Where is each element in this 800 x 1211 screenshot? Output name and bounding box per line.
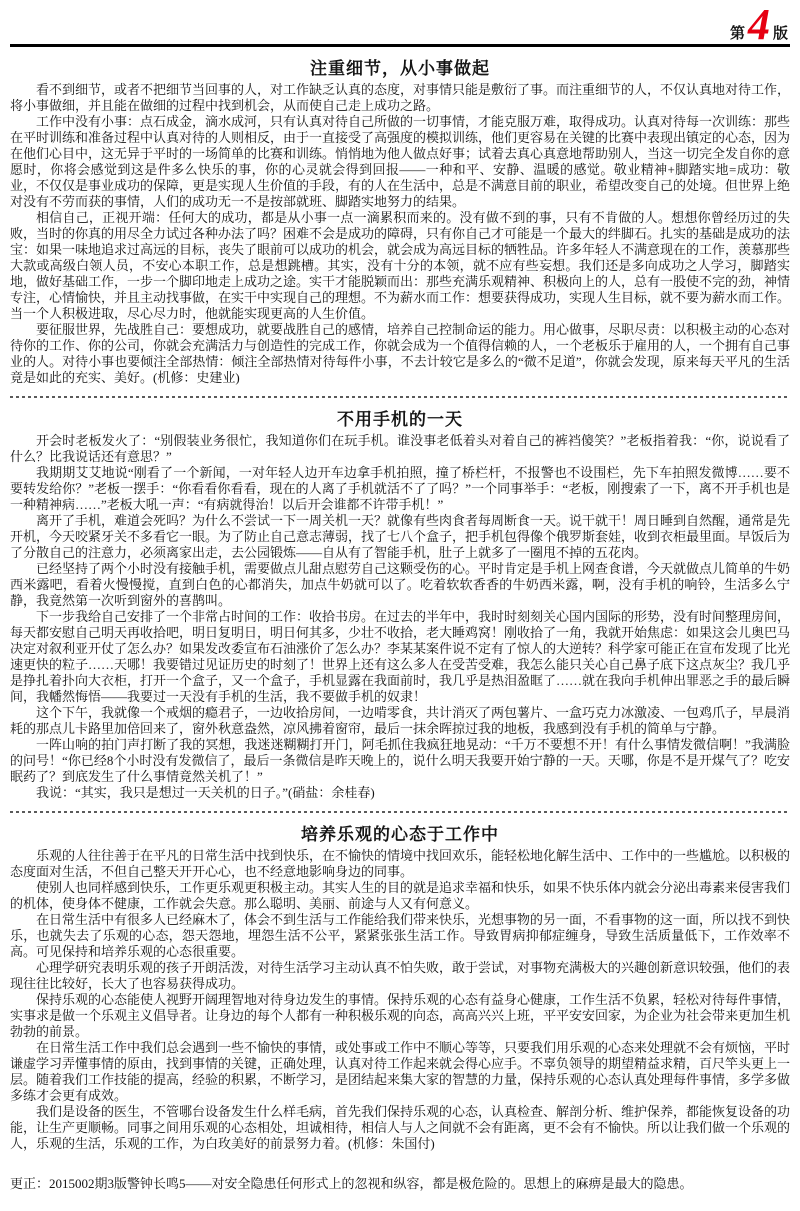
article-2-paragraph: 我说：“其实，我只是想过一天关机的日子。”(硝盐：余桂春) — [36, 785, 375, 800]
article-1-paragraph: 要征服世界，先战胜自己：要想成功，就要战胜自己的感情，培养自己控制命运的能力。用心做事，尽职尽责：以积极主动的心态对待你的工作、你的公司，你就会充满活力与创造性的完成工作，你就会成为一个值得信赖的人，一个老板乐于雇用的人，一个拥有自己事业的人。对待小事也要倾注全部热情：倾注全部热情对待每件小事，不去计较它是多么的“微不足道”，你就会发现，原来每天平凡的生活竟是如此的充实、美好。(机修：史建业) — [10, 322, 791, 385]
article-3-paragraph: 心理学研究表明乐观的孩子开朗活泼，对待生活学习主动认真不怕失败，敢于尝试，对事物充满极大的兴趣创新意识较强，他们的表现往往比较好，长大了也容易获得成功。 — [10, 960, 791, 991]
correction-note: 更正：2015002期3版警钟长鸣5——对安全隐患任何形式上的忽视和纵容，都是极危险的。思想上的麻痹是最大的隐患。 — [10, 1176, 693, 1191]
article-divider — [10, 396, 790, 398]
article-3-paragraph: 使别人也同样感到快乐，工作更乐观更积极主动。其实人生的目的就是追求幸福和快乐，如果不快乐体内就会分泌出毒素来侵害我们的机体，使身体不健康，工作就会失意。那么聪明、美丽、前途与人又有何意义。 — [10, 880, 791, 911]
article-day-without-phone — [10, 405, 790, 801]
article-2-paragraph: 已经坚持了两个小时没有接触手机，需要做点儿甜点慰劳自己这颗受伤的心。平时肯定是手机上网查食谱，今天就做点儿简单的牛奶西米露吧，看着火慢慢搅，直到白色的心都消失，加点牛奶就可以了。吃着软软香香的牛奶西米露，啊，没有手机的响铃，生活多么宁静，我竟然第一次听到窗外的喜鹊叫。 — [10, 561, 791, 608]
article-2-paragraph: 下一步我给自己安排了一个非常占时间的工作：收拾书房。在过去的半年中，我时时刻刻关心国内国际的形势，没有时间整理房间，每天都安慰自己明天再收拾吧，明日复明日，明日何其多，少壮不收拾，老大睡鸡窝！刚收拾了一角，我就开始焦虑：如果这会儿奥巴马决定对叙利亚开仗了怎么办？如果发改委宣布石油涨价了怎么办？李某某案件说不定有了惊人的大逆转？科学家可能正在宣布发现了比光速更快的粒子……天哪！我要错过见证历史的时刻了！世界上还有这么多人在受苦受难，我怎么能只关心自己鼻子底下这点灰尘？我几乎是挣扎着扑向大衣柜，打开一个盒子，又一个盒子，手机显露在我面前时，我几乎是热泪盈眶了……就在我向手机伸出罪恶之手的最后瞬间，我幡然悔悟——我要过一天没有手机的生活，我不要做手机的奴隶！ — [10, 609, 791, 704]
edition-number: 4 — [747, 0, 770, 49]
article-1-title: 注重细节，从小事做起 — [310, 59, 490, 78]
article-attention-to-detail — [10, 54, 790, 386]
article-2-paragraph: 离开了手机，难道会死吗？为什么不尝试一下一周关机一天？就像有些肉食者每周断食一天。说干就干！周日睡到自然醒，通常是先开机，今天咬紧牙关不多看它一眼。为了防止自己意志薄弱，找了七八个盒子，把手机包得像个俄罗斯套娃，收到衣柜最里面。早饭后为了分散自己的注意力，必须离家出走，去公园锻炼——自从有了智能手机，肚子上就多了一圈甩不掉的五花肉。 — [10, 513, 791, 560]
article-optimistic-mindset — [10, 820, 790, 1152]
article-divider — [10, 811, 790, 813]
article-2-title: 不用手机的一天 — [337, 410, 463, 429]
article-1-paragraph: 看不到细节，或者不把细节当回事的人，对工作缺乏认真的态度，对事情只能是敷衍了事。而注重细节的人，不仅认真地对待工作，将小事做细，并且能在做细的过程中找到机会，从而使自己走上成功之路。 — [10, 82, 791, 113]
article-3-paragraph: 我们是设备的医生，不管哪台设备发生什么样毛病，首先我们保持乐观的心态，认真检查、解剖分析、维护保养，都能恢复设备的功能，让生产更顺畅。同事之间用乐观的心态相处，坦诚相待，相信人与人之间就不会有距离，更不会有不愉快。所以让我们做一个乐观的人，乐观的生活，乐观的工作，为白玫美好的前景努力着。(机修：朱国付) — [10, 1104, 791, 1151]
edition-label — [10, 0, 790, 49]
article-2-paragraph: 一阵山响的拍门声打断了我的冥想，我迷迷糊糊打开门，阿毛抓住我疯狂地晃动：“千万不要想不开！有什么事情发微信啊！”我满脸的问号！“你已经8个小时没有发微信了，最后一条微信是昨天晚上的，说什么明天我要开始宁静的一天。天哪，你是不是开煤气了？吃安眠药了？到底发生了什么事情竟然关机了！” — [10, 737, 790, 784]
article-2-paragraph: 我期期艾艾地说“刚看了一个新闻，一对年轻人边开车边拿手机拍照，撞了桥栏杆，不报警也不设围栏，先下车拍照发微博……要不要转发给你？”老板一摆手：“你看看你看看，现在的人离了手机就活不了了吗？”一个同事举手：“老板，刚搜索了一下，离不开手机也是一种精神病……”老板大吼一声：“有病就得治！以后开会谁都不许带手机！” — [10, 465, 790, 512]
article-1-paragraph: 相信自己，正视开端：任何大的成功，都是从小事一点一滴累积而来的。没有做不到的事，只有不肯做的人。想想你曾经历过的失败，当时的你真的用尽全力试过各种办法了吗？困难不会是成功的障碍，只有你自己才可能是一个最大的绊脚石。扎实的基础是成功的法宝：如果一味地追求过高远的目标，丧失了眼前可以成功的机会，就会成为高远目标的牺牲品。许多年轻人不满意现在的工作，羡慕那些大款或高级白领人员，不安心本职工作，总是想跳槽。其实，没有十分的本领，就不应有些妄想。我们还是多向成功之人学习，脚踏实地，做好基础工作，一步一个脚印地走上成功之途。实干才能脱颖而出：那些充满乐观精神、积极向上的人，总有一股使不完的劲，神情专注，心情愉快，并且主动找事做，在实干中实现自己的理想。不为薪水而工作：想要获得成功，实现人生目标，就不要为薪水而工作。当一个人积极进取，尽心尽力时，他就能实现更高的人生价值。 — [10, 210, 791, 321]
header-rule — [10, 44, 790, 47]
article-3-paragraph: 保持乐观的心态能使人视野开阔理智地对待身边发生的事情。保持乐观的心态有益身心健康，工作生活不负累，轻松对待每件事情，实事求是做一个乐观主义倡导者。让身边的每个人都有一种积极乐观的向态，高高兴兴上班，平平安安回家，为企业为社会带来更加生机勃勃的前景。 — [10, 992, 791, 1039]
edition-suffix: 版 — [772, 26, 788, 42]
article-3-paragraph: 在日常生活工作中我们总会遇到一些不愉快的事情，或处事或工作中不顺心等等，只要我们用乐观的心态来处理就不会有烦恼，平时谦虚学习弄懂事情的原由，找到事情的关键，正确处理，认真对待工作起来就会得心应手。不辜负领导的期望精益求精，百尺竿头更上一层。随着我们工作技能的提高，经验的积累，不断学习，是团结起来集大家的智慧的力量，保持乐观的心态认真处理每件事情，多学多做多练才会更有成效。 — [10, 1040, 791, 1103]
article-1-paragraph: 工作中没有小事：点石成金，滴水成河，只有认真对待自己所做的一切事情，才能克服万难，取得成功。认真对待每一次训练：那些在平时训练和准备过程中认真对待的人则相反，由于一直接受了高强度的模拟训练，他们更容易在关键的比赛中表现出镇定的心态，因为在他们心目中，这无异于平时的一场简单的比赛和训练。悄悄地为他人做点好事；试着去真心真意地帮助别人，当这一切完全发自你的意愿时，你将会感觉到这是件多么快乐的事，你的心灵就会得到回报——一种和平、安静、温暖的感觉。敬业精神+脚踏实地=成功：敬业，不仅仅是事业成功的保障，更是实现人生价值的手段，有的人在生活中，总是不满意目前的职业，希望改变自己的处境。但世界上绝对没有不劳而获的事情，人们的成功无一不是按部就班、脚踏实地努力的结果。 — [10, 114, 791, 209]
article-3-title: 培养乐观的心态于工作中 — [301, 825, 499, 844]
article-2-paragraph: 开会时老板发火了：“别假装业务很忙，我知道你们在玩手机。谁没事老低着头对着自己的裤裆傻笑？”老板指着我：“你，说说看了什么？比我说话还有意思？” — [10, 433, 790, 464]
article-2-paragraph: 这个下午，我就像一个戒烟的瘾君子，一边收拾房间，一边啃零食，共计消灭了两包薯片、一盒巧克力冰激凌、一包鸡爪子，早晨消耗的那点儿卡路里加倍回来了，窗外秋意盎然，凉风拂着窗帘，最后一抹余晖掠过我的地板，我感到没有手机的简单与宁静。 — [10, 705, 791, 736]
edition-prefix: 第 — [729, 26, 745, 42]
article-3-paragraph: 在日常生活中有很多人已经麻木了，体会不到生活与工作能给我们带来快乐，光想事物的另一面，不看事物的这一面，所以找不到快乐，也就失去了乐观的心态，怨天怨地，埋怨生活不公平，紧紧张张生活工作。导致胃病抑郁症缠身，导致生活质量低下，工作效率不高。可见保持和培养乐观的心态很重要。 — [10, 912, 791, 959]
article-3-paragraph: 乐观的人往往善于在平凡的日常生活中找到快乐，在不愉快的情境中找回欢乐，能轻松地化解生活中、工作中的一些尴尬。以积极的态度面对生活，不但自己整天开开心心，也不经意地影响身边的同事。 — [10, 848, 791, 879]
